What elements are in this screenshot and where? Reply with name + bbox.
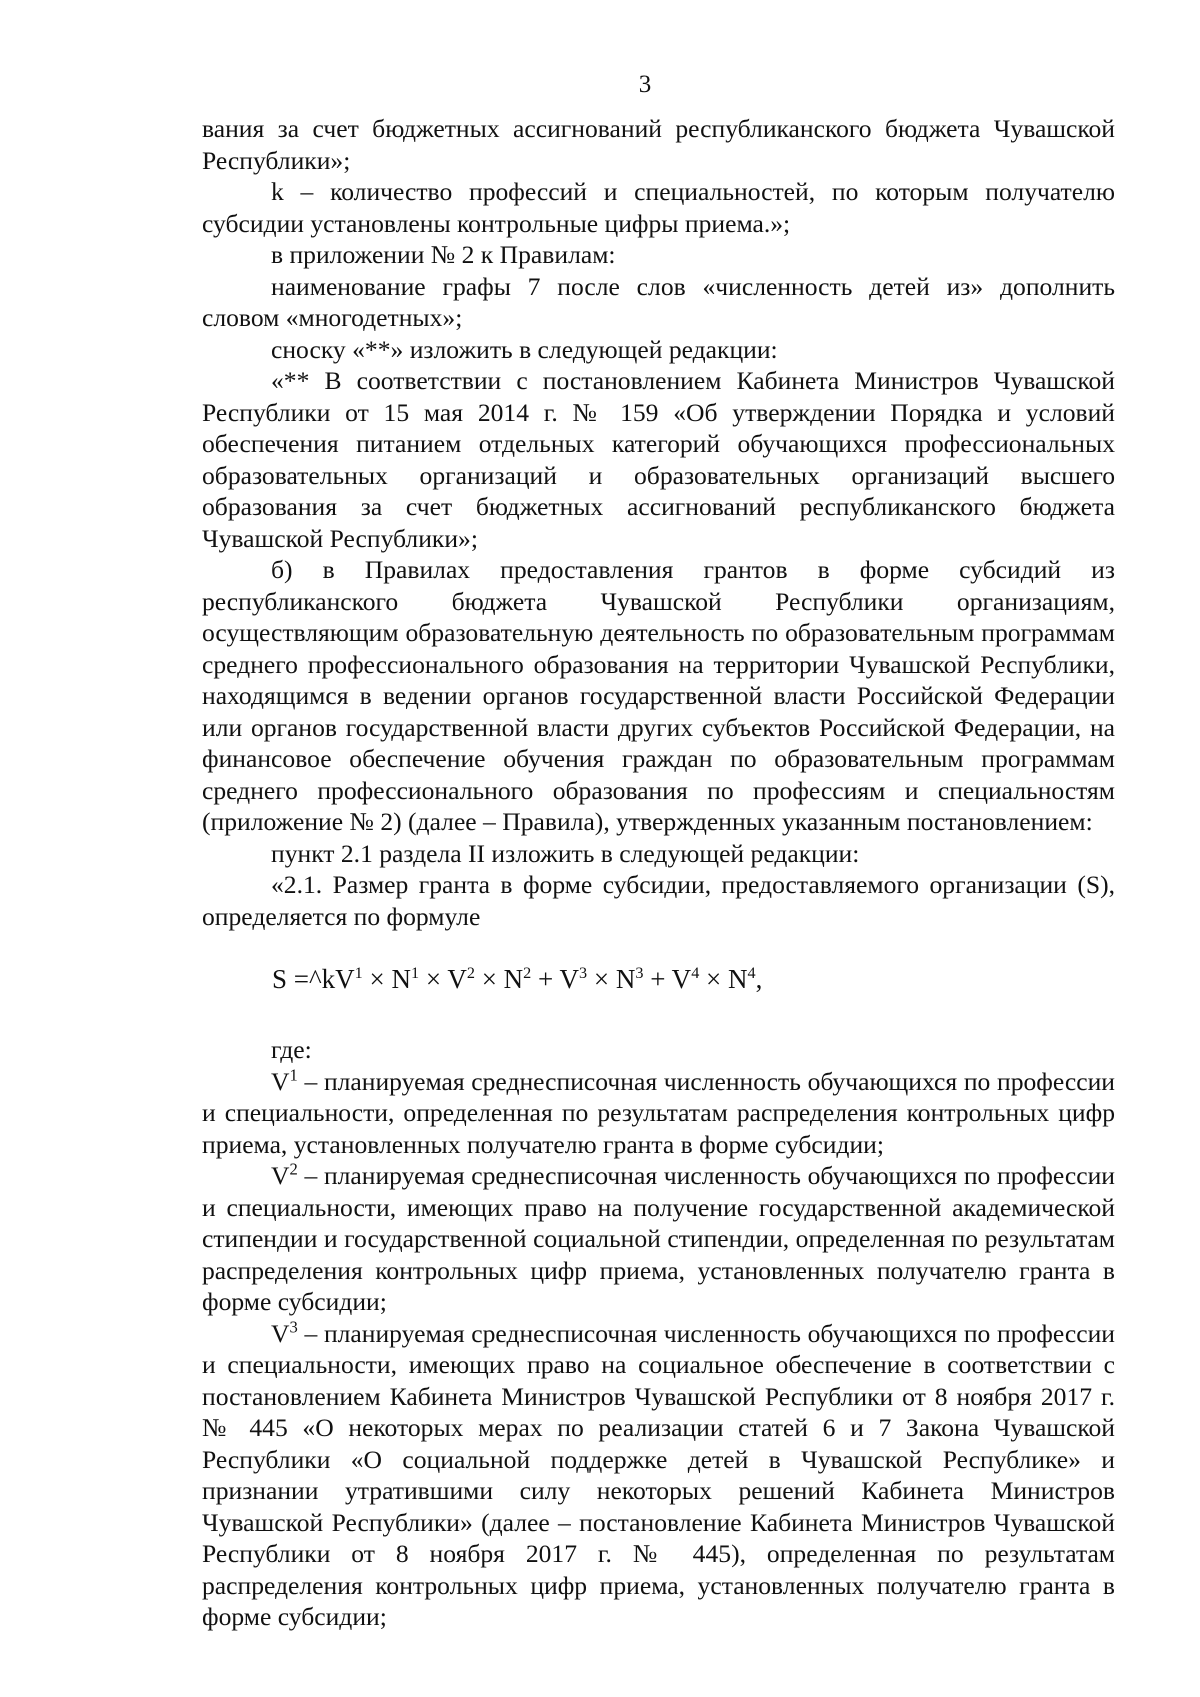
formula-part: S =^kV	[272, 964, 355, 994]
paragraph-footnote-intro: сноску «**» изложить в следующей редакции:	[271, 334, 778, 364]
formula-part: × V	[419, 964, 467, 994]
paragraph-rules-b: б) в Правилах предоставления грантов в форме субсидий из республиканского бюджета Чувашской Республики организациям, осуществляющим образовательную деятельность по образовательным программам среднего профессионального образования на территории Чувашской Республики, находящимся в ведении органов государственной власти Российской Федерации или органов государственной власти других субъектов Российской Федерации, на финансовое обеспечение обучения граждан по образовательным программам среднего профессионального образования по профессиям и специальностям (приложение № 2) (далее – Правила), утвержденных указанным постановлением:	[202, 555, 1115, 836]
variable-name: V	[271, 1318, 290, 1348]
definition-text: – планируемая среднесписочная численность обучающихся по профессии и специальности, имеющих право на социальное обеспечение в соответствии с постановлением Кабинета Министров Чувашской Республики от 8 ноября 2017 г. № 445 «О некоторых мерах по реализации статей 6 и 7 Закона Чувашской Республики «О социальной поддержке детей в Чувашской Республике» и признании утратившими силу некоторых решений Кабинета Министров Чувашской Республики» (далее – постановление Кабинета Министров Чувашской Республики от 8 ноября 2017 г. № 445), определенная по результатам распределения контрольных цифр приема, установленных получателю гранта в форме субсидии;	[202, 1318, 1115, 1631]
where-label: где:	[271, 1035, 312, 1064]
formula-part: ,	[755, 964, 763, 994]
formula-sup: 1	[411, 964, 420, 982]
paragraph-footnote-text: «** В соответствии с постановлением Кабинета Министров Чувашской Республики от 15 мая 2014 г. № 159 «Об утверждении Порядка и условий обеспечения питанием отдельных категорий обучающихся профессиональных образовательных организаций и образовательных организаций высшего образования за счет бюджетных ассигнований республиканского бюджета Чувашской Республики»;	[202, 366, 1115, 553]
formula-sup: 3	[635, 964, 644, 982]
document-body	[202, 113, 1115, 1633]
definition-text: – планируемая среднесписочная численность обучающихся по профессии и специальности, имеющих право на получение государственной академической стипендии и государственной социальной стипендии, определенная по результатам распределения контрольных цифр приема, установленных получателю гранта в форме субсидии;	[202, 1161, 1115, 1316]
paragraph-appendix-2: в приложении № 2 к Правилам:	[271, 240, 616, 269]
variable-index: 1	[289, 1064, 298, 1084]
paragraph-grant-size: «2.1. Размер гранта в форме субсидии, предоставляемого организации (S), определяется по формуле	[202, 870, 1115, 931]
formula-sup: 1	[354, 964, 363, 982]
definition-v3	[202, 1318, 1115, 1633]
definition-v1	[202, 1066, 1115, 1161]
formula-part: × N	[699, 964, 748, 994]
page-number: 3	[638, 71, 652, 98]
formula-sup: 2	[466, 964, 475, 982]
formula-sup: 3	[579, 964, 588, 982]
paragraph-continuation: вания за счет бюджетных ассигнований республиканского бюджета Чувашской Республики»;	[202, 114, 1115, 175]
variable-name: V	[271, 1161, 290, 1190]
paragraph-k-definition: k – количество профессий и специальностей, по которым получателю субсидии установлены контрольные цифры приема.»;	[202, 177, 1115, 238]
formula-part: + V	[643, 964, 692, 994]
formula-sup: 2	[523, 964, 532, 982]
paragraph-column-7: наименование графы 7 после слов «численность детей из» дополнить словом «многодетных»;	[202, 271, 1115, 332]
paragraph-clause-2-1: пункт 2.1 раздела II изложить в следующей редакции:	[271, 838, 860, 868]
grant-formula	[272, 962, 1115, 996]
variable-name: V	[271, 1066, 290, 1096]
formula-part: × N	[587, 964, 636, 994]
variable-index: 3	[289, 1316, 298, 1336]
formula-part: × N	[362, 964, 411, 994]
variable-index: 2	[289, 1159, 298, 1179]
formula-part: + V	[531, 964, 580, 994]
formula-sup: 4	[691, 964, 700, 982]
formula-part: × N	[474, 964, 524, 994]
definition-text: – планируемая среднесписочная численность обучающихся по профессии и специальности, определенная по результатам распределения контрольных цифр приема, установленных получателю гранта в форме субсидии;	[202, 1066, 1115, 1159]
formula-sup: 4	[747, 964, 756, 982]
definition-v2	[202, 1160, 1115, 1318]
